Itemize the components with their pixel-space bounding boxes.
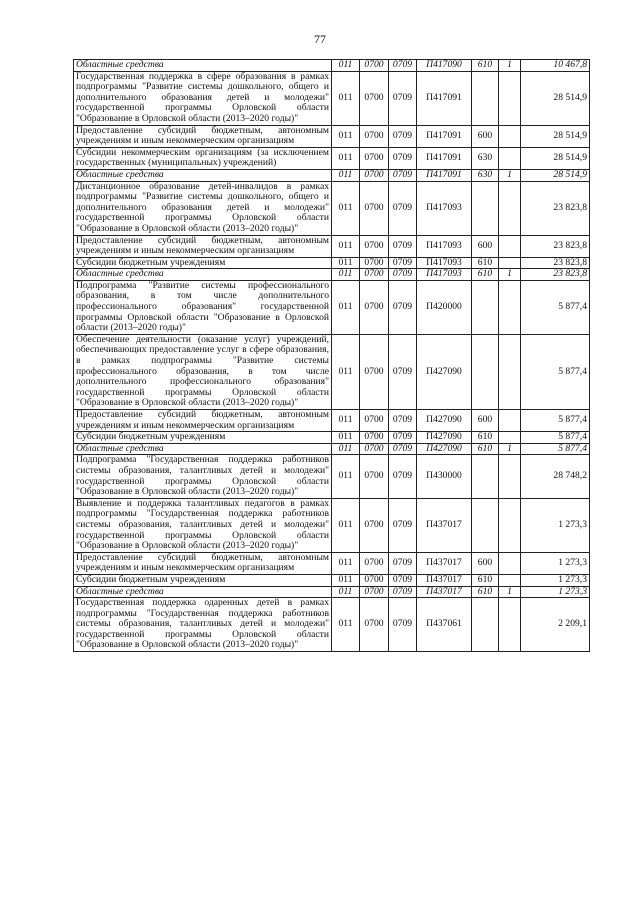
amount-value: 23 823,8 — [521, 235, 590, 257]
target-article-code: П427090 — [417, 410, 472, 432]
fund-source-code: 1 — [499, 60, 521, 72]
target-article-code: П437017 — [417, 498, 472, 552]
target-article-code: П437017 — [417, 574, 472, 586]
expense-type-code: 610 — [472, 586, 499, 598]
table-row — [74, 71, 590, 125]
section-code: 0700 — [360, 455, 389, 498]
subsection-code: 0709 — [389, 552, 417, 574]
ministry-code: 011 — [332, 147, 360, 169]
target-article-code: П427090 — [417, 432, 472, 444]
target-article-code: П417091 — [417, 125, 472, 147]
table-row — [74, 498, 590, 552]
row-name: Предоставление субсидий бюджетным, автономным учреждениям и иным некоммерческим организациям — [74, 125, 332, 147]
table-row — [74, 432, 590, 444]
table-body — [74, 60, 590, 652]
section-code: 0700 — [360, 432, 389, 444]
target-article-code: П417090 — [417, 60, 472, 72]
subsection-code: 0709 — [389, 443, 417, 455]
fund-source-code — [499, 498, 521, 552]
target-article-code: П417091 — [417, 147, 472, 169]
amount-value: 10 467,8 — [521, 60, 590, 72]
ministry-code: 011 — [332, 269, 360, 281]
amount-value: 5 877,4 — [521, 443, 590, 455]
row-name: Предоставление субсидий бюджетным, автономным учреждениям и иным некоммерческим организациям — [74, 235, 332, 257]
table-row — [74, 574, 590, 586]
section-code: 0700 — [360, 598, 389, 652]
fund-source-code — [499, 280, 521, 334]
fund-source-code — [499, 71, 521, 125]
subsection-code: 0709 — [389, 169, 417, 181]
ministry-code: 011 — [332, 334, 360, 409]
fund-source-code — [499, 552, 521, 574]
fund-source-code — [499, 410, 521, 432]
table-row — [74, 598, 590, 652]
ministry-code: 011 — [332, 235, 360, 257]
section-code: 0700 — [360, 552, 389, 574]
table-row — [74, 552, 590, 574]
section-code: 0700 — [360, 269, 389, 281]
expense-type-code: 610 — [472, 269, 499, 281]
subsection-code: 0709 — [389, 147, 417, 169]
target-article-code: П420000 — [417, 280, 472, 334]
amount-value: 28 514,9 — [521, 147, 590, 169]
expense-type-code: 610 — [472, 443, 499, 455]
expense-type-code: 610 — [472, 574, 499, 586]
subsection-code: 0709 — [389, 574, 417, 586]
amount-value: 1 273,3 — [521, 498, 590, 552]
expense-type-code: 600 — [472, 552, 499, 574]
fund-source-code — [499, 574, 521, 586]
target-article-code: П430000 — [417, 455, 472, 498]
fund-source-code — [499, 235, 521, 257]
subsection-code: 0709 — [389, 257, 417, 269]
table-row — [74, 334, 590, 409]
expense-type-code — [472, 455, 499, 498]
ministry-code: 011 — [332, 586, 360, 598]
section-code: 0700 — [360, 169, 389, 181]
table-row — [74, 169, 590, 181]
row-name: Государственная поддержка одаренных детей в рамках подпрограммы "Государственная поддержка работников системы образования, талантливых детей и молодежи" государственной программы Орловской области "Образование в Орловской области (2013–2020 годы)" — [74, 598, 332, 652]
row-name: Подпрограмма "Развитие системы профессионального образования, в том числе дополнительного профессионального образования" государственной программы Орловской области "Образование в Орловской области (2013–2020 годы)" — [74, 280, 332, 334]
expense-type-code — [472, 181, 499, 235]
fund-source-code — [499, 147, 521, 169]
section-code: 0700 — [360, 147, 389, 169]
section-code: 0700 — [360, 574, 389, 586]
amount-value: 23 823,8 — [521, 257, 590, 269]
row-name: Субсидии бюджетным учреждениям — [74, 257, 332, 269]
table-row — [74, 586, 590, 598]
ministry-code: 011 — [332, 455, 360, 498]
ministry-code: 011 — [332, 598, 360, 652]
table-row — [74, 147, 590, 169]
amount-value: 28 514,9 — [521, 169, 590, 181]
page-number: 77 — [314, 32, 326, 46]
ministry-code: 011 — [332, 181, 360, 235]
target-article-code: П417091 — [417, 169, 472, 181]
subsection-code: 0709 — [389, 71, 417, 125]
amount-value: 1 273,3 — [521, 552, 590, 574]
ministry-code: 011 — [332, 60, 360, 72]
ministry-code: 011 — [332, 410, 360, 432]
table-row — [74, 125, 590, 147]
row-name: Субсидии бюджетным учреждениям — [74, 432, 332, 444]
amount-value: 1 273,3 — [521, 574, 590, 586]
ministry-code: 011 — [332, 169, 360, 181]
expense-type-code — [472, 334, 499, 409]
subsection-code: 0709 — [389, 432, 417, 444]
section-code: 0700 — [360, 498, 389, 552]
table-row — [74, 181, 590, 235]
fund-source-code — [499, 181, 521, 235]
table-row — [74, 235, 590, 257]
row-name: Подпрограмма "Государственная поддержка работников системы образования, талантливых детей и молодежи" государственной программы Орловской области "Образование в Орловской области (2013–2020 годы)" — [74, 455, 332, 498]
row-name: Дистанционное образование детей-инвалидов в рамках подпрограммы "Развитие системы дошкольного, общего и дополнительного образования детей и молодежи" государственной программы Орловской области "Образование в Орловской области (2013–2020 годы)" — [74, 181, 332, 235]
fund-source-code — [499, 432, 521, 444]
amount-value: 5 877,4 — [521, 280, 590, 334]
budget-table — [73, 59, 590, 652]
target-article-code: П417093 — [417, 269, 472, 281]
expense-type-code: 600 — [472, 410, 499, 432]
subsection-code: 0709 — [389, 235, 417, 257]
fund-source-code — [499, 125, 521, 147]
row-name: Областные средства — [74, 169, 332, 181]
subsection-code: 0709 — [389, 410, 417, 432]
table-row — [74, 280, 590, 334]
ministry-code: 011 — [332, 552, 360, 574]
expense-type-code: 600 — [472, 125, 499, 147]
ministry-code: 011 — [332, 498, 360, 552]
amount-value: 5 877,4 — [521, 432, 590, 444]
target-article-code: П437017 — [417, 586, 472, 598]
amount-value: 23 823,8 — [521, 181, 590, 235]
target-article-code: П417091 — [417, 71, 472, 125]
fund-source-code — [499, 598, 521, 652]
subsection-code: 0709 — [389, 334, 417, 409]
expense-type-code: 630 — [472, 169, 499, 181]
fund-source-code — [499, 257, 521, 269]
row-name: Предоставление субсидий бюджетным, автономным учреждениям и иным некоммерческим организациям — [74, 410, 332, 432]
fund-source-code — [499, 334, 521, 409]
target-article-code: П437017 — [417, 552, 472, 574]
fund-source-code: 1 — [499, 443, 521, 455]
subsection-code: 0709 — [389, 280, 417, 334]
section-code: 0700 — [360, 60, 389, 72]
subsection-code: 0709 — [389, 455, 417, 498]
table-row — [74, 60, 590, 72]
target-article-code: П417093 — [417, 235, 472, 257]
table-row — [74, 269, 590, 281]
subsection-code: 0709 — [389, 269, 417, 281]
ministry-code: 011 — [332, 71, 360, 125]
subsection-code: 0709 — [389, 125, 417, 147]
section-code: 0700 — [360, 125, 389, 147]
expense-type-code: 600 — [472, 235, 499, 257]
expense-type-code — [472, 280, 499, 334]
amount-value: 2 209,1 — [521, 598, 590, 652]
amount-value: 1 273,3 — [521, 586, 590, 598]
section-code: 0700 — [360, 586, 389, 598]
subsection-code: 0709 — [389, 586, 417, 598]
row-name: Областные средства — [74, 586, 332, 598]
expense-type-code — [472, 71, 499, 125]
row-name: Государственная поддержка в сфере образования в рамках подпрограммы "Развитие системы дошкольного, общего и дополнительного образования детей и молодежи" государственной программы Орловской области "Образование в Орловской области (2013–2020 годы)" — [74, 71, 332, 125]
ministry-code: 011 — [332, 257, 360, 269]
row-name: Выявление и поддержка талантливых педагогов в рамках подпрограммы "Государственная поддержка работников системы образования, талантливых детей и молодежи" государственной программы Орловской области "Образование в Орловской области (2013–2020 годы)" — [74, 498, 332, 552]
row-name: Областные средства — [74, 60, 332, 72]
amount-value: 23 823,8 — [521, 269, 590, 281]
row-name: Субсидии некоммерческим организациям (за исключением государственных (муниципальных) учреждений) — [74, 147, 332, 169]
row-name: Предоставление субсидий бюджетным, автономным учреждениям и иным некоммерческим организациям — [74, 552, 332, 574]
row-name: Субсидии бюджетным учреждениям — [74, 574, 332, 586]
target-article-code: П437061 — [417, 598, 472, 652]
expense-type-code: 610 — [472, 432, 499, 444]
table-row — [74, 257, 590, 269]
table-row — [74, 443, 590, 455]
section-code: 0700 — [360, 257, 389, 269]
fund-source-code — [499, 455, 521, 498]
section-code: 0700 — [360, 235, 389, 257]
section-code: 0700 — [360, 71, 389, 125]
expense-type-code: 630 — [472, 147, 499, 169]
target-article-code: П427090 — [417, 443, 472, 455]
ministry-code: 011 — [332, 432, 360, 444]
row-name: Областные средства — [74, 443, 332, 455]
target-article-code: П417093 — [417, 257, 472, 269]
ministry-code: 011 — [332, 443, 360, 455]
table-row — [74, 410, 590, 432]
expense-type-code — [472, 598, 499, 652]
subsection-code: 0709 — [389, 598, 417, 652]
ministry-code: 011 — [332, 125, 360, 147]
section-code: 0700 — [360, 280, 389, 334]
row-name: Обеспечение деятельности (оказание услуг) учреждений, обеспечивающих предоставление услуг в сфере образования, в рамках подпрограммы "Развитие системы профессионального образования, в том числе дополнительного профессионального образования" государственной программы Орловской области "Образование в Орловской области (2013–2020 годы)" — [74, 334, 332, 409]
section-code: 0700 — [360, 410, 389, 432]
expense-type-code — [472, 498, 499, 552]
ministry-code: 011 — [332, 574, 360, 586]
subsection-code: 0709 — [389, 181, 417, 235]
amount-value: 5 877,4 — [521, 410, 590, 432]
row-name: Областные средства — [74, 269, 332, 281]
expense-type-code: 610 — [472, 257, 499, 269]
fund-source-code: 1 — [499, 269, 521, 281]
section-code: 0700 — [360, 181, 389, 235]
table-row — [74, 455, 590, 498]
amount-value: 28 514,9 — [521, 71, 590, 125]
section-code: 0700 — [360, 443, 389, 455]
fund-source-code: 1 — [499, 169, 521, 181]
amount-value: 28 514,9 — [521, 125, 590, 147]
amount-value: 5 877,4 — [521, 334, 590, 409]
ministry-code: 011 — [332, 280, 360, 334]
expense-type-code: 610 — [472, 60, 499, 72]
subsection-code: 0709 — [389, 60, 417, 72]
target-article-code: П427090 — [417, 334, 472, 409]
section-code: 0700 — [360, 334, 389, 409]
subsection-code: 0709 — [389, 498, 417, 552]
fund-source-code: 1 — [499, 586, 521, 598]
target-article-code: П417093 — [417, 181, 472, 235]
amount-value: 28 748,2 — [521, 455, 590, 498]
